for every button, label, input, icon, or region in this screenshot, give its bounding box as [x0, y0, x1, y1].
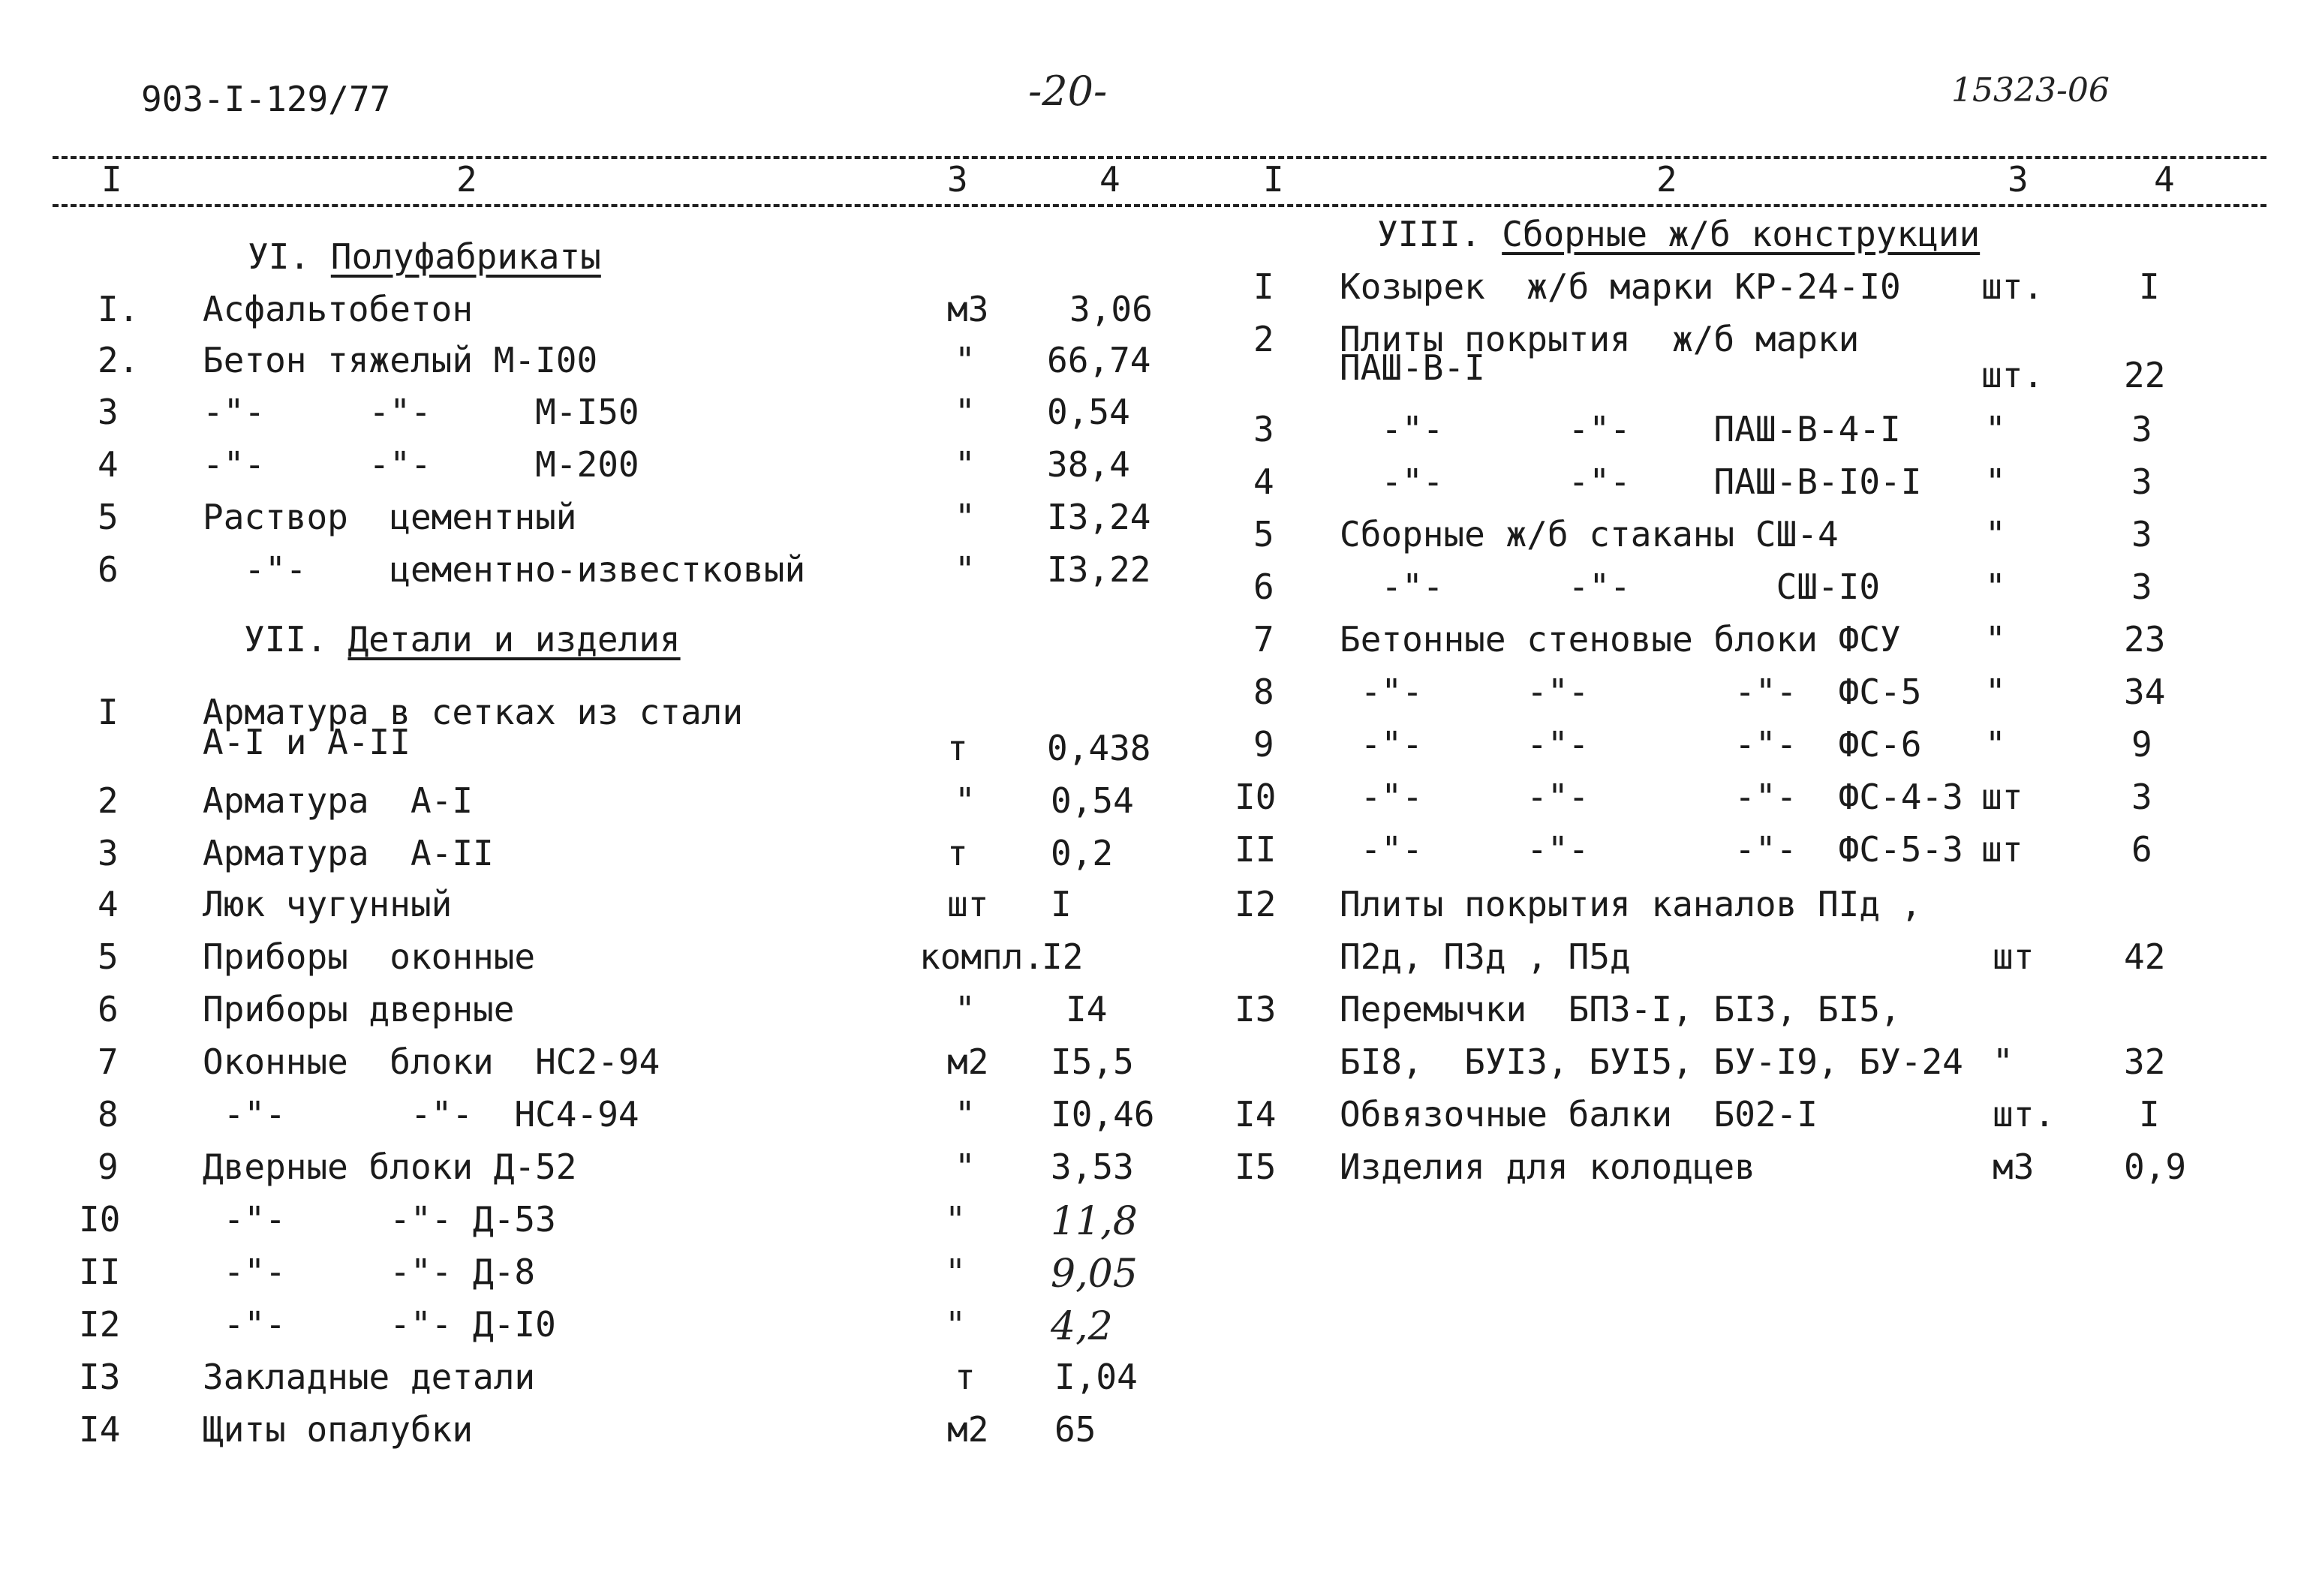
column-number-4: 4: [1099, 159, 1120, 200]
column-number-8: 4: [2154, 159, 2175, 200]
column-number-6: 2: [1656, 159, 1677, 200]
reference-number: 15323-06: [1951, 71, 2110, 110]
right-column: УIII. Сборные ж/б конструкции I Козырек ж/б марки КР-24-I0 шт. I 2 Плиты покрытия ж/б марки ПАШ-В-I шт. 22 3 -"- -"- ПАШ-В-4-I " 3 4 -"- -"- ПАШ-В-I0-I " 3 5 Сборные ж/б стаканы СШ-4 " 3 6 -"- -"- СШ-I0 " 3 7 Бетонные стеновые блоки ФСУ " 23 8 -"- -"- -"- ФС-5 " 34 9 -"- -"- -"- ФС-6 " 9 I0 -"- -"- -"- ФС-4-3 шт 3 II -"- -"- -"- ФС-5-3 шт 6 I2 Плиты покрытия каналов ПIд , П2д, П3д , П5д шт 42 I3 Перемычки БП3-I, БI3, БI5, БI8, БУI3, БУI5, БУ-I9, БУ-24 " 32 I4 Обвязочные балки Б02-I шт. I I5 Изделия для колодцев м3 0,9: [1235, 214, 2187, 1187]
column-number-3: 3: [947, 159, 968, 200]
section-title: УI. Полуфабрикаты: [248, 236, 601, 277]
left-column: УI. Полуфабрикаты I. Асфальтобетон м3 3,06 2. Бетон тяжелый М-I00 " 66,74 3 -"- -"- М-I50 " 0,54 4 -"- -"- М-200 " 38,4 5 Раствор цементный " I3,24 6 -"- цементно-известковый " I3,22 УII. Детали и изделия I Арматура в сетках из стали А-I и А-II т 0,438 2 Арматура А-I " 0,54 3 Арматура А-II т 0,2 4 Люк чугунный шт I 5 Приборы оконные компл. I2 6 Приборы дверные " I4 7 Оконные блоки НС2-94 м2 I5,5 8 -"- -"- НС4-94 " I0,46 9 Дверные блоки Д-52 " 3,53 I0 -"- -"- Д-53 " 11,8 II -"- -"- Д-8 " 9,05 I2 -"- -"- Д-I0 " 4,2 I3 Закладные детали т I,04 I4 Щиты опалубки м2 65: [79, 236, 1155, 1450]
section-title: УII. Детали и изделия: [244, 619, 681, 660]
section-title: УIII. Сборные ж/б конструкции: [1377, 214, 1981, 254]
column-number-7: 3: [2008, 159, 2029, 200]
column-number-1: I: [101, 159, 122, 200]
column-number-2: 2: [456, 159, 477, 200]
document-code: 903-I-129/77: [141, 79, 391, 119]
column-number-5: I: [1263, 159, 1284, 200]
page-number: -20-: [1028, 68, 1108, 115]
